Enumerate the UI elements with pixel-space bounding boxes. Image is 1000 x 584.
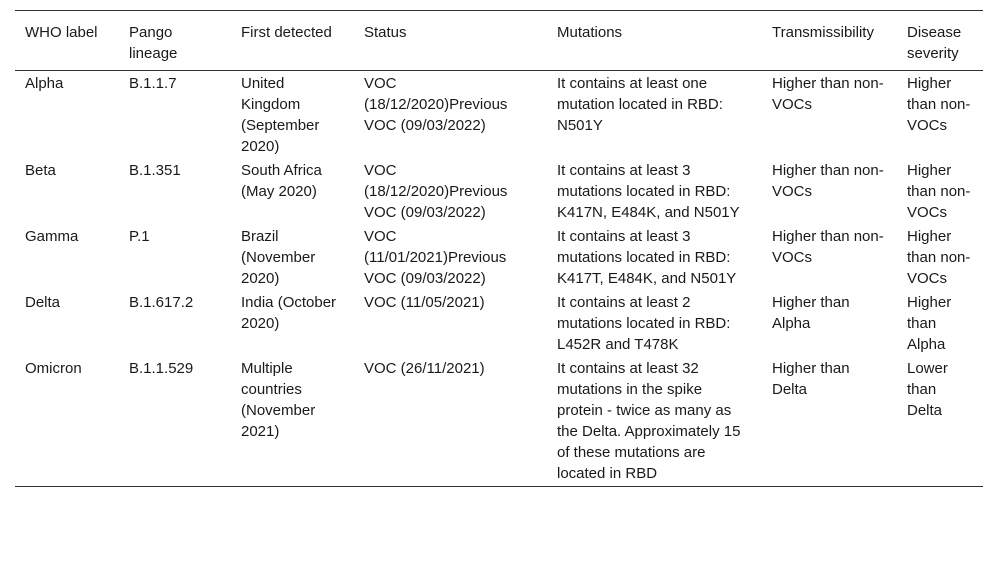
cell-who-label: Gamma [25,228,79,245]
header-first-detected: First detected [241,24,332,41]
cell-disease-severity: Higher than Alpha [907,294,952,353]
table-row [15,357,983,487]
header-pango-lineage: Pango lineage [129,24,178,62]
header-mutations: Mutations [557,24,623,41]
cell-transmissibility: Higher than non-VOCs [772,75,884,113]
cell-mutations: It contains at least 2 mutations located in RBD: L452R and T478K [557,294,731,353]
cell-disease-severity: Higher than non-VOCs [907,228,971,287]
header-transmissibility: Transmissibility [772,24,874,41]
header-status: Status [364,24,407,41]
cell-transmissibility: Higher than Delta [772,360,850,398]
cell-first-detected: India (October 2020) [241,294,337,332]
variants-table [15,10,983,487]
cell-disease-severity: Higher than non-VOCs [907,75,971,134]
cell-who-label: Delta [25,294,61,311]
header-disease-severity: Disease severity [907,24,962,62]
cell-mutations: It contains at least 3 mutations located in RBD: K417T, E484K, and N501Y [557,228,737,287]
table-row [15,71,983,160]
variants-table-container [15,10,983,487]
cell-mutations: It contains at least 32 mutations in the spike protein - twice as many as the Delta. Approximately 15 of these mutations are located in RBD [557,360,741,482]
table-row [15,225,983,291]
table-row [15,159,983,225]
table-body [15,71,983,487]
cell-status: VOC (11/01/2021)Previous VOC (09/03/2022) [364,228,507,287]
cell-status: VOC (18/12/2020)Previous VOC (09/03/2022) [364,162,508,221]
cell-who-label: Alpha [25,75,64,92]
header-who-label: WHO label [25,24,98,41]
cell-who-label: Beta [25,162,56,179]
cell-who-label: Omicron [25,360,82,377]
header-row [15,11,983,71]
cell-first-detected: Brazil (November 2020) [241,228,316,287]
cell-first-detected: Multiple countries (November 2021) [241,360,316,440]
cell-mutations: It contains at least 3 mutations located in RBD: K417N, E484K, and N501Y [557,162,740,221]
cell-status: VOC (18/12/2020)Previous VOC (09/03/2022) [364,75,508,134]
cell-first-detected: United Kingdom (September 2020) [241,75,320,155]
cell-transmissibility: Higher than Alpha [772,294,850,332]
cell-first-detected: South Africa (May 2020) [241,162,322,200]
cell-pango-lineage: B.1.1.529 [129,360,194,377]
cell-pango-lineage: B.1.351 [129,162,181,179]
cell-mutations: It contains at least one mutation located in RBD: N501Y [557,75,723,134]
table-row [15,291,983,357]
cell-pango-lineage: B.1.1.7 [129,75,177,92]
cell-disease-severity: Higher than non-VOCs [907,162,971,221]
cell-transmissibility: Higher than non-VOCs [772,162,884,200]
cell-pango-lineage: P.1 [129,228,150,245]
cell-status: VOC (11/05/2021) [364,294,485,311]
cell-disease-severity: Lower than Delta [907,360,948,419]
cell-status: VOC (26/11/2021) [364,360,485,377]
cell-transmissibility: Higher than non-VOCs [772,228,884,266]
table-header [15,11,983,71]
cell-pango-lineage: B.1.617.2 [129,294,194,311]
